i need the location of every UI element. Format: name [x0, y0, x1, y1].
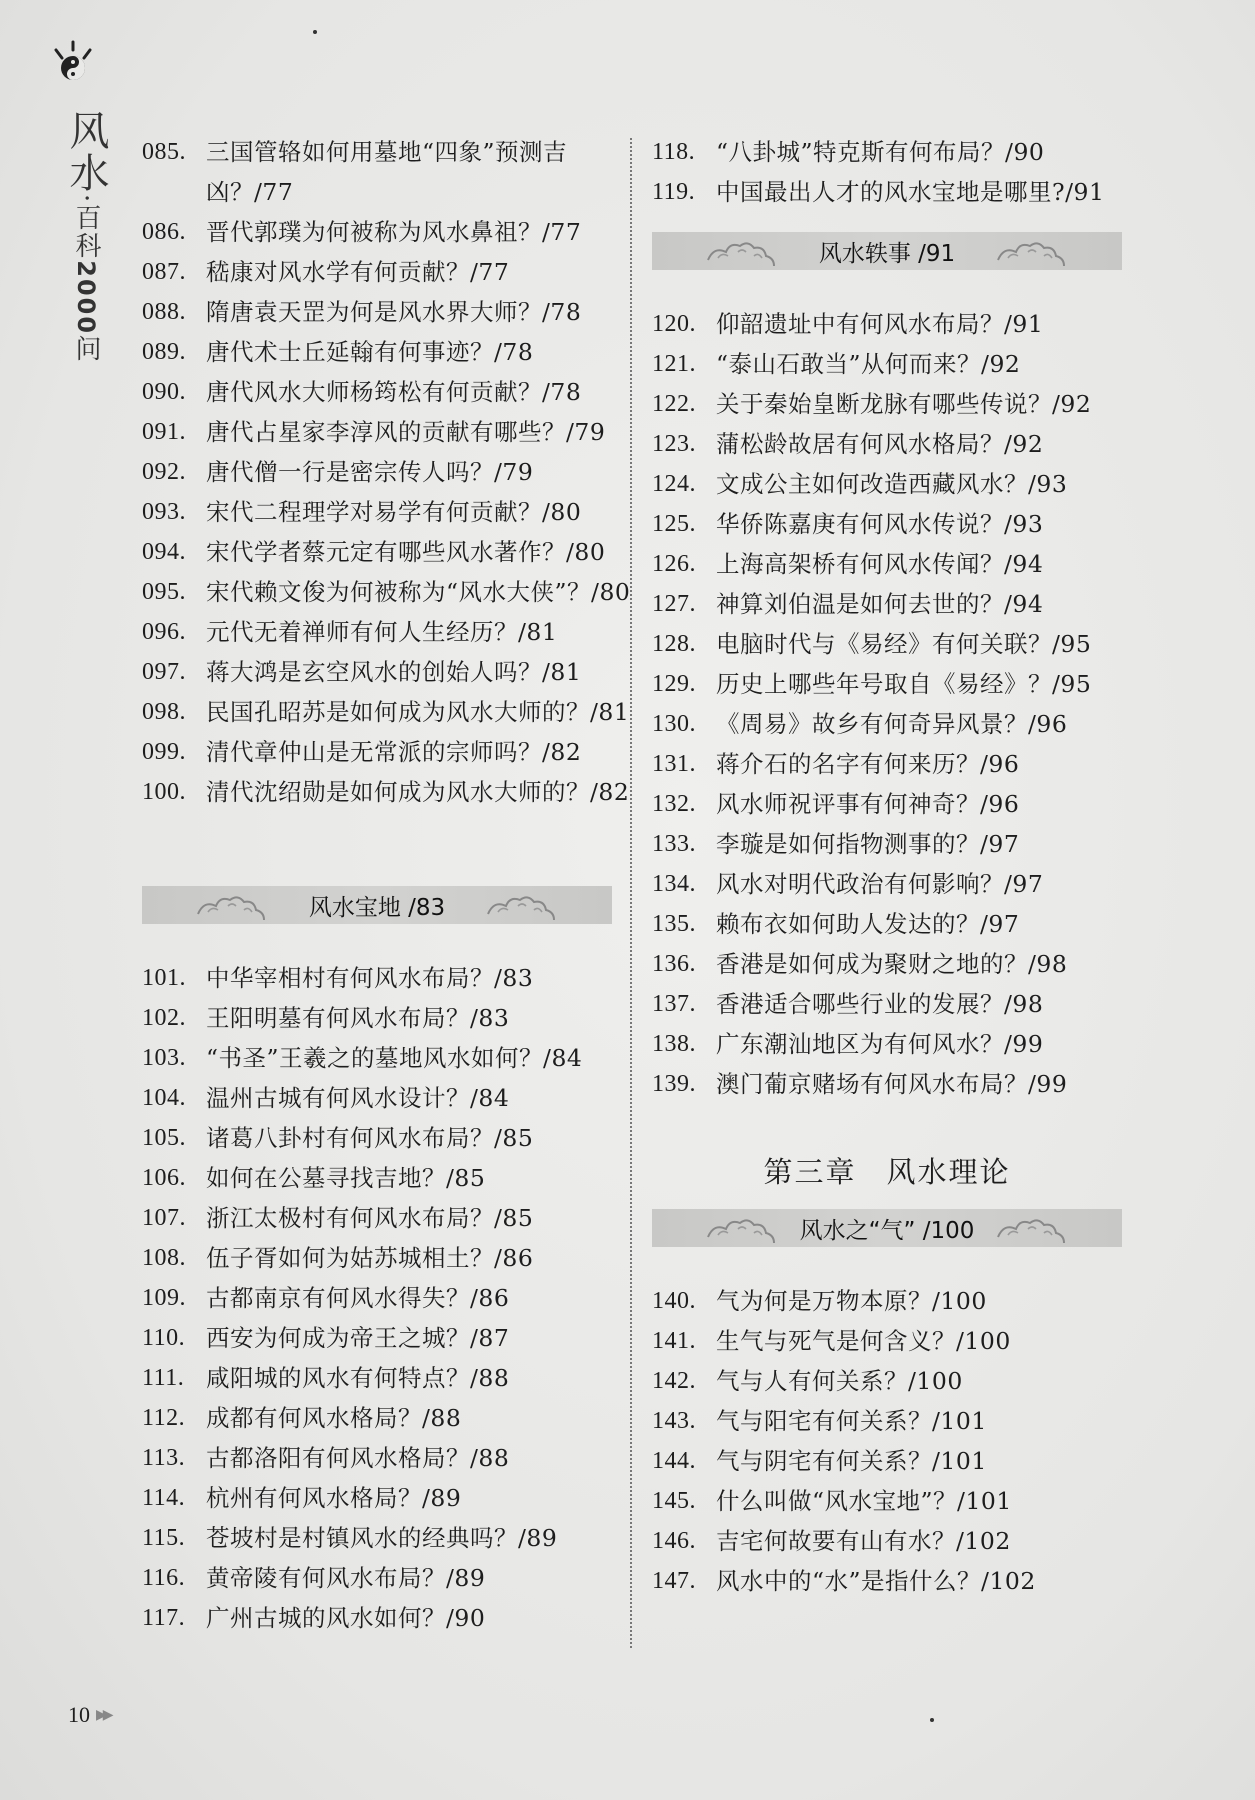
toc-entry-number: 101.	[142, 965, 186, 991]
toc-entry	[142, 732, 612, 772]
toc-entry	[142, 452, 612, 492]
toc-entry-title: 神算刘伯温是如何去世的？/94	[716, 590, 1044, 618]
toc-entry-title: 宋代二程理学对易学有何贡献？/80	[206, 498, 582, 526]
toc-entry	[652, 1361, 1122, 1401]
toc-entry-number: 109.	[142, 1285, 186, 1311]
toc-entry	[652, 1441, 1122, 1481]
toc-entry-title: 广州古城的风水如何？/90	[206, 1604, 486, 1632]
toc-entry	[142, 652, 612, 692]
chapter-heading	[652, 1150, 1122, 1191]
right-column	[652, 132, 1122, 1601]
toc-entry-title: “泰山石敢当”从何而来？/92	[716, 350, 1021, 378]
page-footer	[68, 1702, 110, 1728]
cloud-ornament-icon	[484, 890, 560, 920]
toc-entry-number: 091.	[142, 419, 186, 445]
toc-entry	[142, 692, 630, 732]
toc-entry-title: 生气与死气是何含义？/100	[716, 1327, 1011, 1355]
toc-entry-title: 上海高架桥有何风水传闻？/94	[716, 550, 1044, 578]
toc-entry-number: 089.	[142, 339, 186, 365]
toc-entry-number: 097.	[142, 659, 186, 685]
toc-entry	[142, 1198, 612, 1238]
toc-entry-title: 三国管辂如何用墓地“四象”预测吉凶？/77	[206, 138, 568, 206]
toc-entry	[142, 292, 612, 332]
toc-entry-title: 唐代僧一行是密宗传人吗？/79	[206, 458, 534, 486]
toc-entry-number: 092.	[142, 459, 186, 485]
toc-entry	[142, 1558, 612, 1598]
toc-entry-title: 如何在公墓寻找吉地？/85	[206, 1164, 486, 1192]
toc-entry-number: 126.	[652, 551, 696, 577]
toc-entry-title: 黄帝陵有何风水布局？/89	[206, 1564, 486, 1592]
toc-entry	[652, 1024, 1122, 1064]
toc-entry	[652, 1561, 1122, 1601]
cloud-ornament-icon	[994, 236, 1070, 266]
section-title: 风水之“气” /100	[799, 1217, 975, 1244]
toc-entry-title: 电脑时代与《易经》有何关联？/95	[716, 630, 1092, 658]
toc-entry	[652, 904, 1122, 944]
toc-entry	[142, 412, 612, 452]
toc-entry	[142, 132, 612, 212]
toc-entry-title: 伍子胥如何为姑苏城相土？/86	[206, 1244, 534, 1272]
toc-entry	[142, 492, 612, 532]
toc-entry-title: 蒋介石的名字有何来历？/96	[716, 750, 1020, 778]
toc-entry-number: 096.	[142, 619, 186, 645]
toc-entry-title: 古都洛阳有何风水格局？/88	[206, 1444, 510, 1472]
toc-entry-number: 119.	[652, 179, 696, 205]
column-divider	[630, 138, 632, 1648]
speck	[930, 1718, 934, 1722]
toc-entry-number: 093.	[142, 499, 186, 525]
toc-entry	[652, 864, 1122, 904]
toc-entry	[652, 344, 1122, 384]
cloud-ornament-icon	[704, 1213, 780, 1243]
toc-entry-number: 141.	[652, 1328, 696, 1354]
side-title-small: ·百科	[71, 194, 101, 261]
toc-entry-number: 127.	[652, 591, 696, 617]
toc-entry-title: 清代章仲山是无常派的宗师吗？/82	[206, 738, 582, 766]
toc-entry-number: 147.	[652, 1568, 696, 1594]
arrow-right-icon: ▶▶	[96, 1707, 110, 1723]
toc-entry	[652, 544, 1122, 584]
side-title-big: 风水	[63, 110, 109, 194]
toc-entry	[652, 624, 1122, 664]
toc-entry	[142, 1598, 612, 1638]
toc-entry	[142, 1438, 612, 1478]
toc-entry-title: 中华宰相村有何风水布局？/83	[206, 964, 534, 992]
toc-entry-number: 146.	[652, 1528, 696, 1554]
toc-entry	[142, 532, 612, 572]
toc-entry	[142, 1398, 612, 1438]
toc-entry	[652, 704, 1122, 744]
toc-entry-number: 134.	[652, 871, 696, 897]
toc-entry-title: 唐代风水大师杨筠松有何贡献？/78	[206, 378, 582, 406]
toc-entry-title: 王阳明墓有何风水布局？/83	[206, 1004, 510, 1032]
toc-entry	[652, 824, 1122, 864]
toc-entry-number: 100.	[142, 779, 186, 805]
toc-entry-number: 110.	[142, 1325, 186, 1351]
toc-entry-title: 浙江太极村有何风水布局？/85	[206, 1204, 534, 1232]
toc-entry-title: 气与阳宅有何关系？/101	[716, 1407, 987, 1435]
toc-entry-number: 122.	[652, 391, 696, 417]
page-number: 10	[68, 1702, 90, 1727]
toc-entry	[142, 1318, 612, 1358]
toc-entry-number: 113.	[142, 1445, 186, 1471]
toc-entry-title: 什么叫做“风水宝地”？/101	[716, 1487, 1012, 1515]
toc-entry-number: 116.	[142, 1565, 186, 1591]
toc-entry-title: 杭州有何风水格局？/89	[206, 1484, 462, 1512]
left-entry-list	[142, 132, 631, 812]
toc-entry	[652, 744, 1122, 784]
toc-entry	[652, 1281, 1122, 1321]
right-entry-list-2	[652, 304, 1122, 1104]
toc-entry	[652, 1481, 1122, 1521]
toc-entry	[652, 1064, 1122, 1104]
toc-entry	[142, 958, 612, 998]
toc-entry-number: 106.	[142, 1165, 186, 1191]
toc-entry-number: 087.	[142, 259, 186, 285]
toc-entry-number: 102.	[142, 1005, 186, 1031]
toc-entry-number: 085.	[142, 139, 186, 165]
toc-entry-title: 成都有何风水格局？/88	[206, 1404, 462, 1432]
toc-entry-title: 香港是如何成为聚财之地的？/98	[716, 950, 1068, 978]
toc-entry-number: 114.	[142, 1485, 186, 1511]
toc-entry	[142, 572, 631, 612]
toc-entry-number: 111.	[142, 1365, 185, 1391]
toc-entry	[652, 384, 1122, 424]
toc-entry	[652, 172, 1122, 212]
toc-entry-title: 广东潮汕地区为有何风水？/99	[716, 1030, 1044, 1058]
toc-entry-title: 吉宅何故要有山有水？/102	[716, 1527, 1011, 1555]
toc-entry	[142, 372, 612, 412]
toc-entry-number: 144.	[652, 1448, 696, 1474]
toc-entry-number: 124.	[652, 471, 696, 497]
toc-entry-number: 105.	[142, 1125, 186, 1151]
toc-entry	[652, 784, 1122, 824]
toc-entry-title: 李璇是如何指物测事的？/97	[716, 830, 1020, 858]
section-title: 风水宝地 /83	[308, 894, 446, 921]
yin-yang-icon	[48, 40, 98, 90]
toc-entry-number: 103.	[142, 1045, 186, 1071]
chapter-title: 风水理论	[886, 1155, 1011, 1189]
toc-entry-title: 气为何是万物本原？/100	[716, 1287, 987, 1315]
toc-entry	[652, 132, 1122, 172]
toc-entry	[652, 424, 1122, 464]
toc-entry-number: 143.	[652, 1408, 696, 1434]
toc-entry	[652, 664, 1122, 704]
toc-entry-title: 西安为何成为帝王之城？/87	[206, 1324, 510, 1352]
toc-entry-number: 095.	[142, 579, 186, 605]
toc-entry-number: 130.	[652, 711, 696, 737]
toc-entry	[142, 212, 612, 252]
book-side-title	[58, 110, 115, 363]
toc-entry-number: 139.	[652, 1071, 696, 1097]
toc-entry	[652, 1321, 1122, 1361]
toc-entry-title: 宋代赖文俊为何被称为“风水大侠”？/80	[206, 578, 631, 606]
toc-entry	[142, 1038, 612, 1078]
toc-entry-number: 115.	[142, 1525, 186, 1551]
toc-entry-title: 蒲松龄故居有何风水格局？/92	[716, 430, 1044, 458]
toc-entry-title: 咸阳城的风水有何特点？/88	[206, 1364, 510, 1392]
section-header-fengshui-baodi	[142, 886, 612, 924]
speck	[313, 30, 317, 34]
right-entry-list	[652, 132, 1122, 212]
toc-entry-title: 风水中的“水”是指什么？/102	[716, 1567, 1036, 1595]
toc-entry-number: 120.	[652, 311, 696, 337]
toc-entry	[142, 252, 612, 292]
chapter-label: 第三章	[763, 1155, 857, 1189]
toc-entry-title: 仰韶遗址中有何风水布局？/91	[716, 310, 1044, 338]
toc-entry-number: 128.	[652, 631, 696, 657]
toc-entry-number: 125.	[652, 511, 696, 537]
toc-entry-number: 145.	[652, 1488, 696, 1514]
toc-entry-title: 风水师祝评事有何神奇？/96	[716, 790, 1020, 818]
toc-entry-title: 气与人有何关系？/100	[716, 1367, 963, 1395]
toc-entry-title: 澳门葡京赌场有何风水布局？/99	[716, 1070, 1068, 1098]
toc-entry	[142, 1238, 612, 1278]
toc-entry	[142, 1278, 612, 1318]
toc-entry	[652, 984, 1122, 1024]
toc-entry-number: 123.	[652, 431, 696, 457]
toc-entry-title: 蒋大鸿是玄空风水的创始人吗？/81	[206, 658, 582, 686]
toc-entry-title: 赖布衣如何助人发达的？/97	[716, 910, 1020, 938]
toc-entry	[142, 332, 612, 372]
toc-entry-number: 132.	[652, 791, 696, 817]
cloud-ornament-icon	[704, 236, 780, 266]
toc-entry-number: 088.	[142, 299, 186, 325]
toc-entry	[142, 998, 612, 1038]
toc-entry-title: 华侨陈嘉庚有何风水传说？/93	[716, 510, 1044, 538]
toc-entry-number: 094.	[142, 539, 186, 565]
toc-entry-number: 090.	[142, 379, 186, 405]
toc-entry	[652, 1401, 1122, 1441]
toc-entry-number: 140.	[652, 1288, 696, 1314]
toc-entry	[142, 1158, 612, 1198]
cloud-ornament-icon	[994, 1213, 1070, 1243]
toc-entry-title: 民国孔昭苏是如何成为风水大师的？/81	[206, 698, 630, 726]
toc-entry-title: 诸葛八卦村有何风水布局？/85	[206, 1124, 534, 1152]
toc-entry-number: 104.	[142, 1085, 186, 1111]
toc-entry-number: 086.	[142, 219, 186, 245]
toc-entry	[652, 504, 1122, 544]
toc-entry-number: 133.	[652, 831, 696, 857]
toc-entry-title: 风水对明代政治有何影响？/97	[716, 870, 1044, 898]
toc-entry-number: 108.	[142, 1245, 186, 1271]
toc-entry-number: 137.	[652, 991, 696, 1017]
toc-entry-title: 宋代学者蔡元定有哪些风水著作？/80	[206, 538, 606, 566]
toc-entry-title: 香港适合哪些行业的发展？/98	[716, 990, 1044, 1018]
toc-entry	[652, 464, 1122, 504]
toc-entry	[142, 1078, 612, 1118]
toc-entry-title: 文成公主如何改造西藏风水？/93	[716, 470, 1068, 498]
toc-entry-number: 112.	[142, 1405, 186, 1431]
toc-entry-number: 136.	[652, 951, 696, 977]
section-header-fengshui-yishi	[652, 232, 1122, 270]
side-title-number: 2000	[72, 260, 100, 336]
toc-entry-title: 温州古城有何风水设计？/84	[206, 1084, 510, 1112]
right-entry-list-3	[652, 1281, 1122, 1601]
toc-entry-number: 129.	[652, 671, 696, 697]
toc-entry-number: 099.	[142, 739, 186, 765]
left-entry-list-2	[142, 958, 612, 1638]
toc-entry-title: 《周易》故乡有何奇异风景？/96	[716, 710, 1068, 738]
toc-entry-title: 隋唐袁天罡为何是风水界大师？/78	[206, 298, 582, 326]
toc-entry-number: 131.	[652, 751, 696, 777]
toc-entry	[652, 944, 1122, 984]
toc-entry-number: 121.	[652, 351, 696, 377]
toc-entry-number: 117.	[142, 1605, 186, 1631]
toc-entry-title: 清代沈绍勋是如何成为风水大师的？/82	[206, 778, 630, 806]
toc-entry-title: 嵇康对风水学有何贡献？/77	[206, 258, 510, 286]
side-title-suffix: 问	[71, 335, 101, 364]
toc-entry	[142, 772, 630, 812]
toc-entry-title: 唐代术士丘延翰有何事迹？/78	[206, 338, 534, 366]
toc-entry	[142, 1478, 612, 1518]
toc-entry	[142, 612, 612, 652]
toc-entry	[652, 304, 1122, 344]
toc-entry-title: 苍坡村是村镇风水的经典吗？/89	[206, 1524, 558, 1552]
toc-entry-title: 古都南京有何风水得失？/86	[206, 1284, 510, 1312]
toc-entry-number: 098.	[142, 699, 186, 725]
toc-entry-number: 107.	[142, 1205, 186, 1231]
toc-entry	[142, 1518, 612, 1558]
toc-entry-title: 中国最出人才的风水宝地是哪里?/91	[716, 178, 1105, 206]
toc-entry-number: 138.	[652, 1031, 696, 1057]
cloud-ornament-icon	[194, 890, 270, 920]
left-column	[142, 132, 631, 1638]
toc-entry-title: 历史上哪些年号取自《易经》？/95	[716, 670, 1092, 698]
section-header-fengshui-qi	[652, 1209, 1122, 1247]
toc-entry	[652, 584, 1122, 624]
toc-entry-title: “书圣”王羲之的墓地风水如何？/84	[206, 1044, 583, 1072]
toc-entry-title: 晋代郭璞为何被称为风水鼻祖？/77	[206, 218, 582, 246]
toc-entry-title: 气与阴宅有何关系？/101	[716, 1447, 987, 1475]
toc-entry-number: 142.	[652, 1368, 696, 1394]
toc-entry	[652, 1521, 1122, 1561]
toc-entry-number: 135.	[652, 911, 696, 937]
toc-entry-title: 元代无着禅师有何人生经历？/81	[206, 618, 558, 646]
toc-entry	[142, 1118, 612, 1158]
toc-entry-title: “八卦城”特克斯有何布局？/90	[716, 138, 1045, 166]
toc-entry-title: 唐代占星家李淳风的贡献有哪些？/79	[206, 418, 606, 446]
toc-entry-number: 118.	[652, 139, 696, 165]
section-title: 风水轶事 /91	[818, 240, 956, 267]
toc-entry-title: 关于秦始皇断龙脉有哪些传说？/92	[716, 390, 1092, 418]
toc-entry	[142, 1358, 612, 1398]
